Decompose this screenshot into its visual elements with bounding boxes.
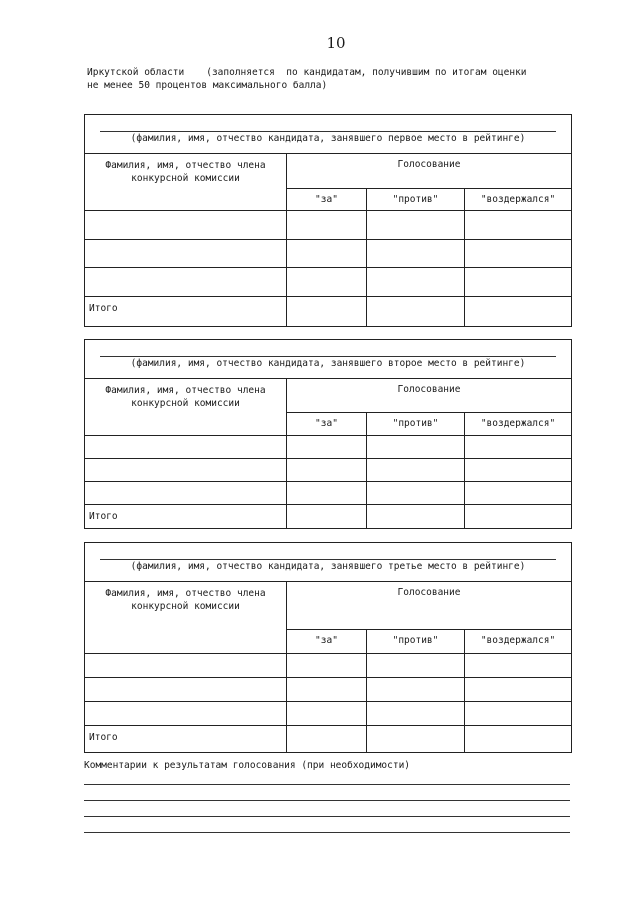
against-cell[interactable] bbox=[367, 211, 465, 240]
voting-header: Голосование bbox=[287, 379, 571, 413]
abstained-cell[interactable] bbox=[465, 211, 571, 240]
comment-line[interactable] bbox=[84, 800, 570, 801]
for-cell[interactable] bbox=[287, 678, 367, 702]
for-cell[interactable] bbox=[287, 702, 367, 726]
total-for-cell[interactable] bbox=[287, 726, 367, 752]
member-cell[interactable] bbox=[85, 211, 287, 240]
voting-table-third-place bbox=[84, 542, 572, 753]
for-cell[interactable] bbox=[287, 482, 367, 505]
total-against-cell[interactable] bbox=[367, 297, 465, 326]
candidate-name-field[interactable] bbox=[85, 340, 571, 379]
candidate-caption: (фамилия, имя, отчество кандидата, занявшего второе место в рейтинге) bbox=[130, 358, 526, 369]
abstained-cell[interactable] bbox=[465, 678, 571, 702]
for-column-header: "за" bbox=[287, 189, 367, 211]
voting-header: Голосование bbox=[287, 582, 571, 630]
total-against-cell[interactable] bbox=[367, 505, 465, 528]
member-cell[interactable] bbox=[85, 240, 287, 268]
abstained-cell[interactable] bbox=[465, 268, 571, 297]
against-cell[interactable] bbox=[367, 702, 465, 726]
against-column-header: "против" bbox=[367, 630, 465, 654]
abstained-cell[interactable] bbox=[465, 702, 571, 726]
comment-line[interactable] bbox=[84, 832, 570, 833]
member-cell[interactable] bbox=[85, 459, 287, 482]
voting-table-second-place bbox=[84, 339, 572, 529]
for-column-header: "за" bbox=[287, 413, 367, 436]
comment-line[interactable] bbox=[84, 816, 570, 817]
intro-line-1a: Иркутской области bbox=[87, 67, 185, 78]
candidate-caption: (фамилия, имя, отчество кандидата, занявшего первое место в рейтинге) bbox=[130, 133, 526, 144]
intro-line-1b: (заполняется по кандидатам, получившим по итогам оценки bbox=[206, 67, 527, 78]
abstained-cell[interactable] bbox=[465, 436, 571, 459]
member-cell[interactable] bbox=[85, 654, 287, 678]
candidate-name-field[interactable] bbox=[85, 115, 571, 154]
candidate-name-line bbox=[100, 131, 556, 132]
against-column-header: "против" bbox=[367, 189, 465, 211]
abstained-cell[interactable] bbox=[465, 459, 571, 482]
against-cell[interactable] bbox=[367, 654, 465, 678]
member-cell[interactable] bbox=[85, 436, 287, 459]
abstained-column-header: "воздержался" bbox=[465, 189, 571, 211]
comments-label: Комментарии к результатам голосования (при необходимости) bbox=[84, 760, 411, 771]
for-column-header: "за" bbox=[287, 630, 367, 654]
candidate-caption: (фамилия, имя, отчество кандидата, занявшего третье место в рейтинге) bbox=[130, 561, 526, 572]
total-for-cell[interactable] bbox=[287, 505, 367, 528]
against-column-header: "против" bbox=[367, 413, 465, 436]
intro-line-2: не менее 50 процентов максимального балла) bbox=[87, 80, 328, 91]
total-abstained-cell[interactable] bbox=[465, 726, 571, 752]
intro-text bbox=[87, 66, 597, 92]
member-cell[interactable] bbox=[85, 268, 287, 297]
against-cell[interactable] bbox=[367, 436, 465, 459]
member-column-header: Фамилия, имя, отчество члена конкурсной комиссии bbox=[85, 582, 287, 654]
for-cell[interactable] bbox=[287, 459, 367, 482]
member-cell[interactable] bbox=[85, 678, 287, 702]
total-row-label: Итого bbox=[85, 726, 287, 752]
abstained-cell[interactable] bbox=[465, 482, 571, 505]
for-cell[interactable] bbox=[287, 240, 367, 268]
for-cell[interactable] bbox=[287, 211, 367, 240]
abstained-cell[interactable] bbox=[465, 240, 571, 268]
for-cell[interactable] bbox=[287, 654, 367, 678]
against-cell[interactable] bbox=[367, 678, 465, 702]
abstained-column-header: "воздержался" bbox=[465, 413, 571, 436]
voting-table-first-place bbox=[84, 114, 572, 327]
for-cell[interactable] bbox=[287, 268, 367, 297]
against-cell[interactable] bbox=[367, 482, 465, 505]
total-against-cell[interactable] bbox=[367, 726, 465, 752]
page-number: 10 bbox=[326, 34, 346, 52]
total-abstained-cell[interactable] bbox=[465, 297, 571, 326]
total-abstained-cell[interactable] bbox=[465, 505, 571, 528]
total-row-label: Итого bbox=[85, 297, 287, 326]
total-for-cell[interactable] bbox=[287, 297, 367, 326]
member-column-header: Фамилия, имя, отчество члена конкурсной комиссии bbox=[85, 379, 287, 436]
candidate-name-field[interactable] bbox=[85, 543, 571, 582]
comment-line[interactable] bbox=[84, 784, 570, 785]
against-cell[interactable] bbox=[367, 240, 465, 268]
against-cell[interactable] bbox=[367, 268, 465, 297]
abstained-column-header: "воздержался" bbox=[465, 630, 571, 654]
member-cell[interactable] bbox=[85, 482, 287, 505]
voting-header: Голосование bbox=[287, 154, 571, 189]
total-row-label: Итого bbox=[85, 505, 287, 528]
member-column-header: Фамилия, имя, отчество члена конкурсной комиссии bbox=[85, 154, 287, 211]
candidate-name-line bbox=[100, 559, 556, 560]
for-cell[interactable] bbox=[287, 436, 367, 459]
member-cell[interactable] bbox=[85, 702, 287, 726]
against-cell[interactable] bbox=[367, 459, 465, 482]
candidate-name-line bbox=[100, 356, 556, 357]
abstained-cell[interactable] bbox=[465, 654, 571, 678]
